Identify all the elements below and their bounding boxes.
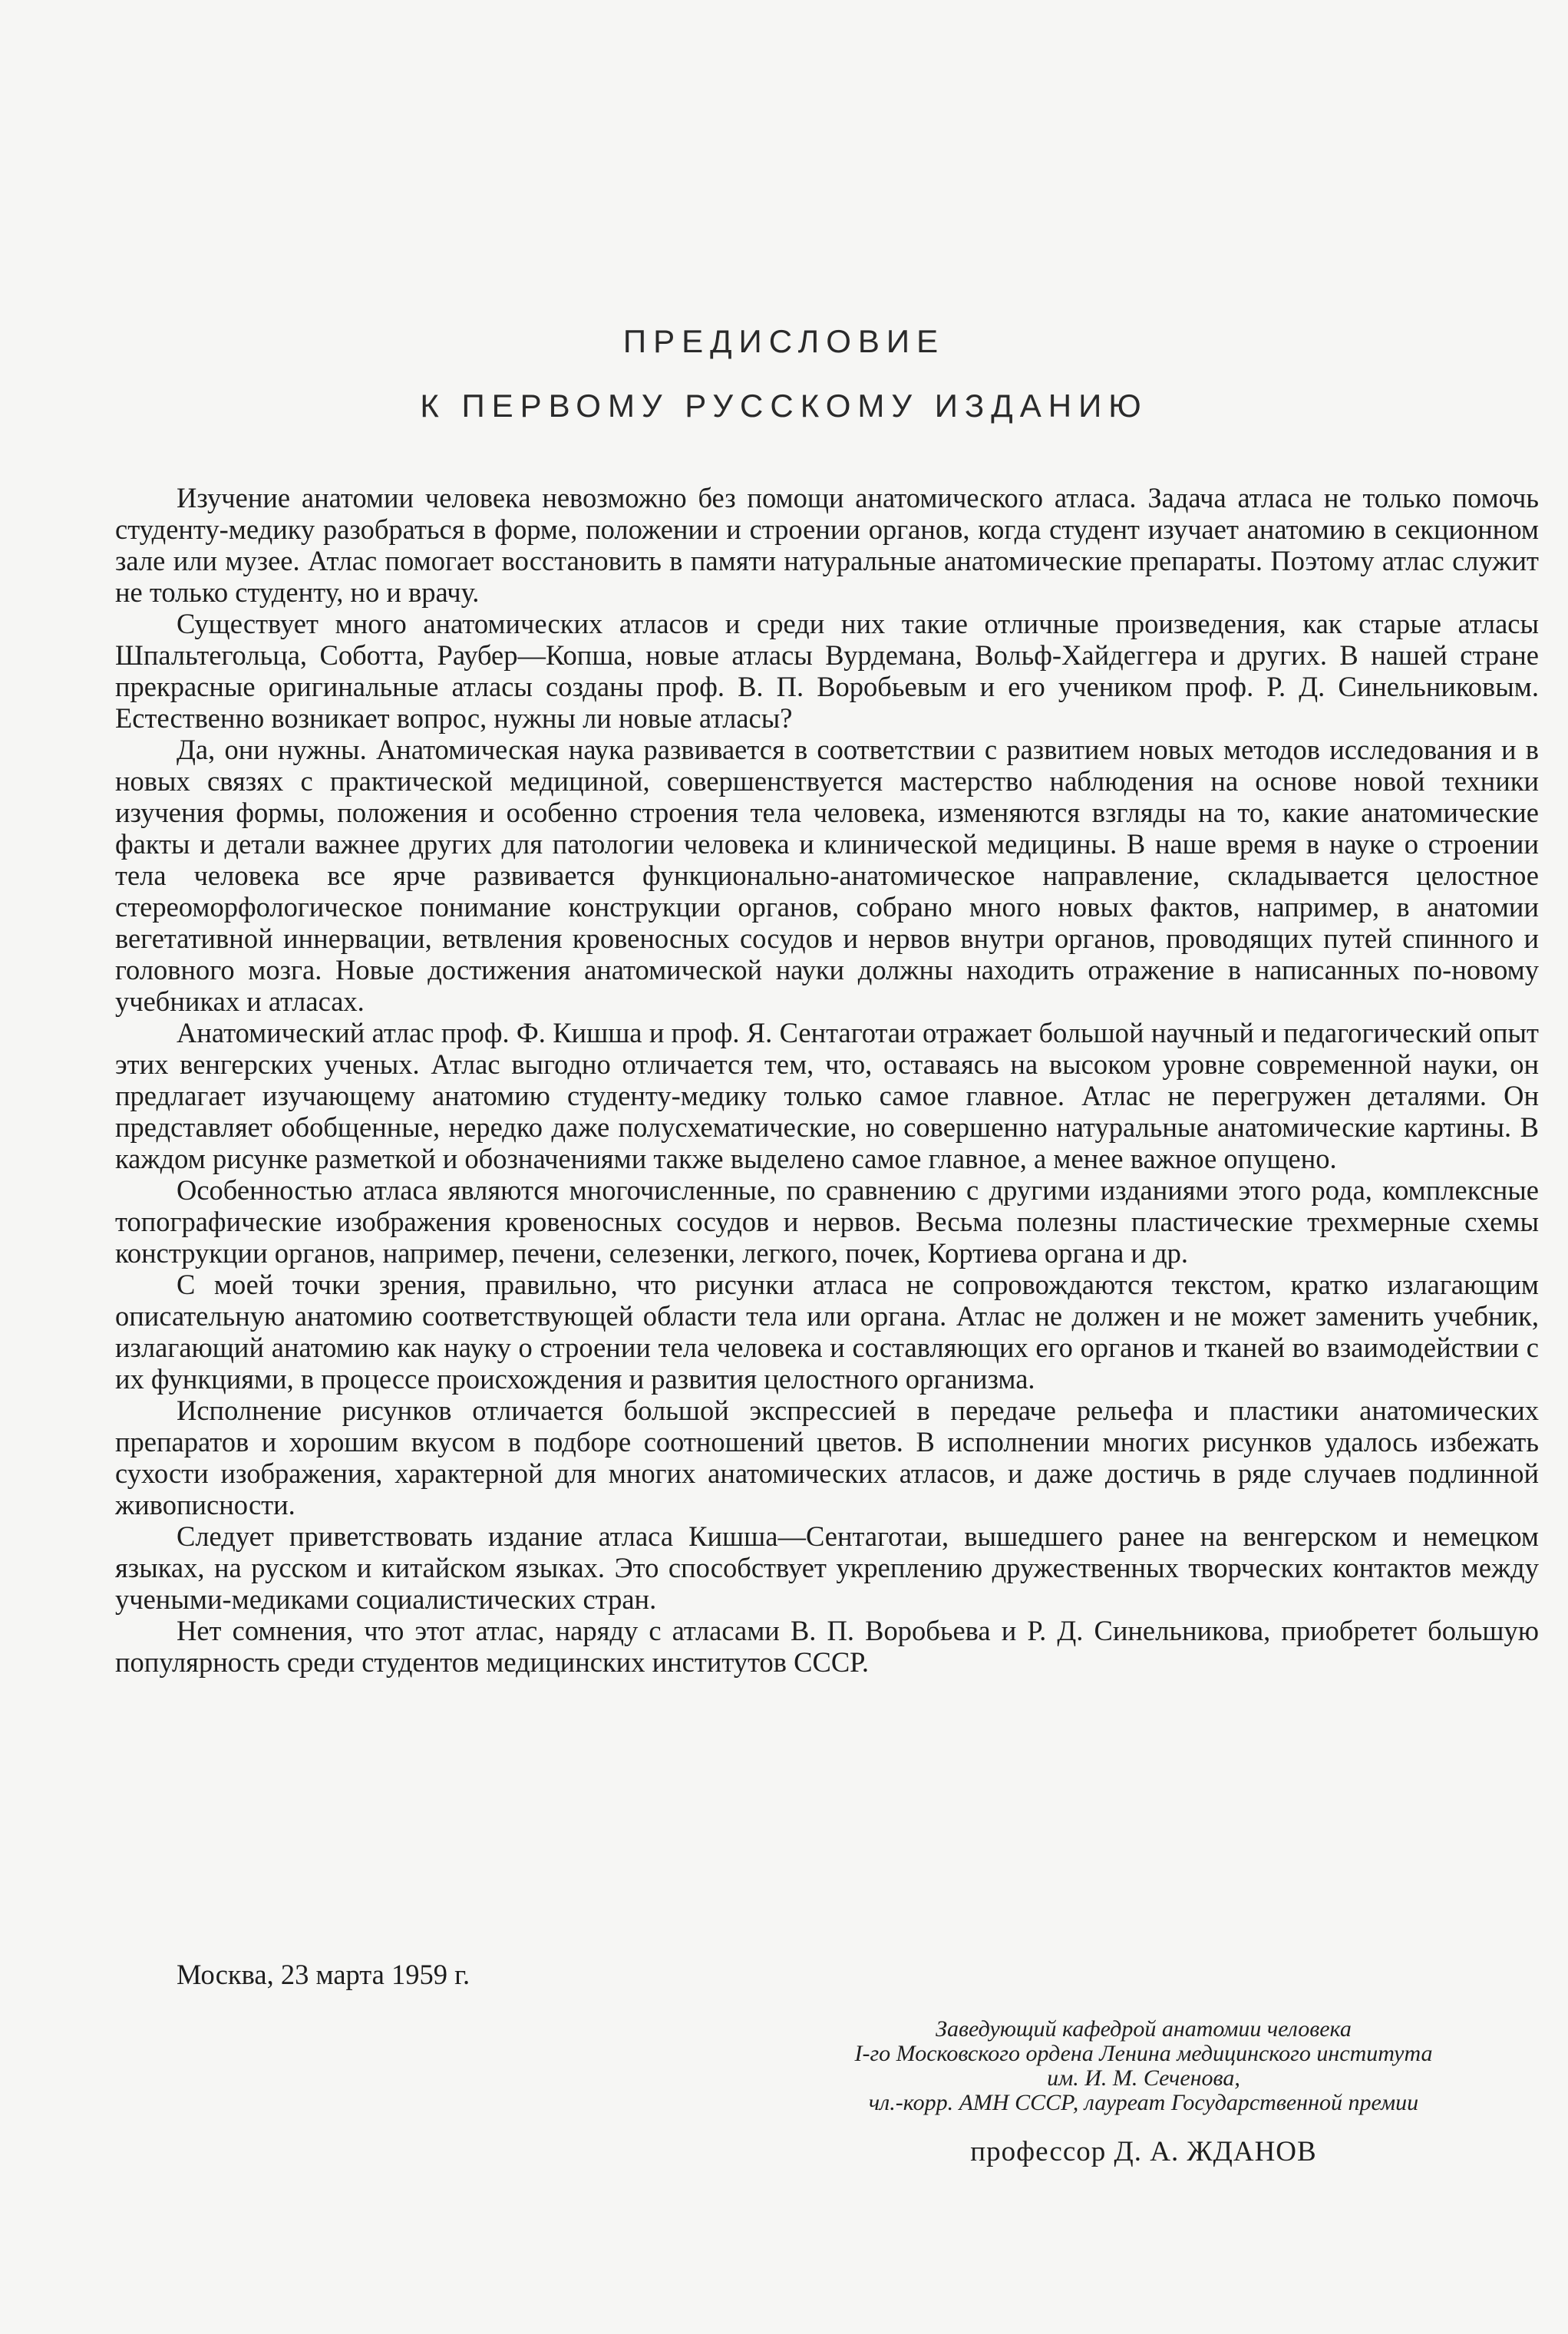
paragraph: Да, они нужны. Анатомическая наука развивается в соответствии с развитием новых методов исследования и в новых связях с практической медициной, совершенствуется мастерство наблюдения на основе новой техники изучения формы, положения и особенно строения тела человека, изменяются взгляды на то, какие анатомические факты и детали важнее других для патологии человека и клинической медицины. В наше время в науке о строении тела человека все ярче развивается функционально-анатомическое направление, складывается целостное стереоморфологическое понимание конструкции органов, собрано много новых фактов, например, в анатомии вегетативной иннервации, ветвления кровеносных сосудов и нервов внутри органов, проводящих путей спинного и головного мозга. Новые достижения анатомической науки должны находить отражение в написанных по-новому учебниках и атласах. xyxy=(115,734,1539,1017)
paragraph: Анатомический атлас проф. Ф. Кишша и проф. Я. Сентаготаи отражает большой научный и педагогический опыт этих венгерских ученых. Атлас выгодно отличается тем, что, оставаясь на высоком уровне современной науки, он предлагает изучающему анатомию студенту-медику только самое главное. Атлас не перегружен деталями. Он представляет обобщенные, нередко даже полусхематические, но совершенно натуральные анатомические картины. В каждом рисунке разметкой и обозначениями также выделено самое главное, а менее важное опущено. xyxy=(115,1017,1539,1174)
paragraph: Исполнение рисунков отличается большой экспрессией в передаче рельефа и пластики анатомических препаратов и хорошим вкусом в подборе соотношений цветов. В исполнении многих рисунков удалось избежать сухости изображения, характерной для многих анатомических атласов, и даже достичь в ряде случаев подлинной живописности. xyxy=(115,1395,1539,1520)
paragraph: С моей точки зрения, правильно, что рисунки атласа не сопровождаются текстом, кратко излагающим описательную анатомию соответствующей области тела или органа. Атлас не должен и не может заменить учебник, излагающий анатомию как науку о строении тела человека и составляющих его органов и тканей во взаимодействии с их функциями, в процессе происхождения и развития целостного организма. xyxy=(115,1269,1539,1395)
dateline: Москва, 23 марта 1959 г. xyxy=(177,1959,470,1990)
page-title: ПРЕДИСЛОВИЕ xyxy=(622,323,946,359)
heading-block xyxy=(0,321,1568,427)
signature-line: I-го Московского ордена Ленина медицинского института xyxy=(854,2041,1433,2066)
paragraph: Существует много анатомических атласов и среди них такие отличные произведения, как старые атласы Шпальтегольца, Соботта, Раубер—Копша, новые атласы Вурдемана, Вольф-Хайдеггера и других. В нашей стране прекрасные оригинальные атласы созданы проф. В. П. Воробьевым и его учеником проф. Р. Д. Синельниковым. Естественно возникает вопрос, нужны ли новые атласы? xyxy=(115,608,1539,734)
paragraph: Следует приветствовать издание атласа Кишша—Сентаготаи, вышедшего ранее на венгерском и немецком языках, на русском и китайском языках. Это способствует укреплению дружественных творческих контактов между учеными-медиками социалистических стран. xyxy=(115,1520,1539,1615)
paragraph: Изучение анатомии человека невозможно без помощи анатомического атласа. Задача атласа не только помочь студенту-медику разобраться в форме, положении и строении органов, когда студент изучает анатомию в секционном зале или музее. Атлас помогает восстановить в памяти натуральные анатомические препараты. Поэтому атлас служит не только студенту, но и врачу. xyxy=(115,482,1539,608)
paragraph: Особенностью атласа являются многочисленные, по сравнению с другими изданиями этого рода, комплексные топографические изображения кровеносных сосудов и нервов. Весьма полезны пластические трехмерные схемы конструкции органов, например, печени, селезенки, легкого, почек, Кортиева органа и др. xyxy=(115,1174,1539,1269)
signature-line: чл.-корр. АМН СССР, лауреат Государственной премии xyxy=(868,2090,1419,2115)
signature-line: им. И. М. Сеченова, xyxy=(1047,2065,1240,2091)
signature-block xyxy=(729,2017,1558,2169)
preface-body xyxy=(115,482,1539,1678)
signature-line: Заведующий кафедрой анатомии человека xyxy=(936,2016,1352,2042)
paragraph: Нет сомнения, что этот атлас, наряду с атласами В. П. Воробьева и Р. Д. Синельникова, приобретет большую популярность среди студентов медицинских институтов СССР. xyxy=(115,1615,1539,1678)
page-subtitle: К ПЕРВОМУ РУССКОМУ ИЗДАНИЮ xyxy=(420,388,1148,424)
author-name: профессор Д. А. ЖДАНОВ xyxy=(970,2136,1317,2167)
